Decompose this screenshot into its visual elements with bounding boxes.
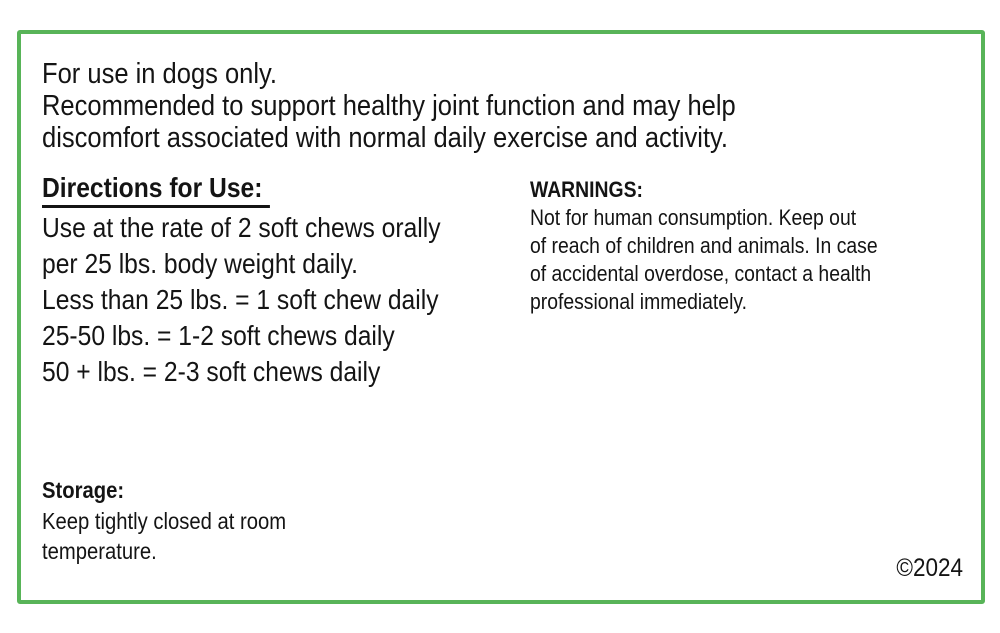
warnings-line: professional immediately. [530, 289, 748, 314]
directions-section-heading [42, 173, 269, 208]
storage-section [42, 475, 286, 566]
directions-line: per 25 lbs. body weight daily. [42, 248, 358, 279]
intro-line: For use in dogs only. [42, 58, 278, 90]
intro-line: Recommended to support healthy joint function and may help [42, 90, 736, 122]
storage-line: Keep tightly closed at room [42, 508, 287, 534]
warnings-heading: WARNINGS: [530, 177, 643, 202]
warnings-line: Not for human consumption. Keep out [530, 205, 857, 230]
directions-heading-text: Directions for Use: [42, 173, 269, 208]
storage-line: temperature. [42, 538, 157, 564]
warnings-section [530, 176, 878, 316]
warnings-line: of accidental overdose, contact a health [530, 261, 872, 286]
intro-text [42, 58, 736, 154]
product-label-panel [17, 30, 985, 604]
warnings-line: of reach of children and animals. In case [530, 233, 878, 258]
directions-line: Use at the rate of 2 soft chews orally [42, 212, 441, 243]
storage-heading: Storage: [42, 477, 125, 503]
directions-line: 25-50 lbs. = 1-2 soft chews daily [42, 320, 395, 351]
directions-line: 50 + lbs. = 2-3 soft chews daily [42, 356, 381, 387]
copyright-text: ©2024 [896, 554, 963, 582]
directions-line: Less than 25 lbs. = 1 soft chew daily [42, 284, 439, 315]
directions-body [42, 210, 441, 390]
intro-line: discomfort associated with normal daily exercise and activity. [42, 122, 729, 154]
